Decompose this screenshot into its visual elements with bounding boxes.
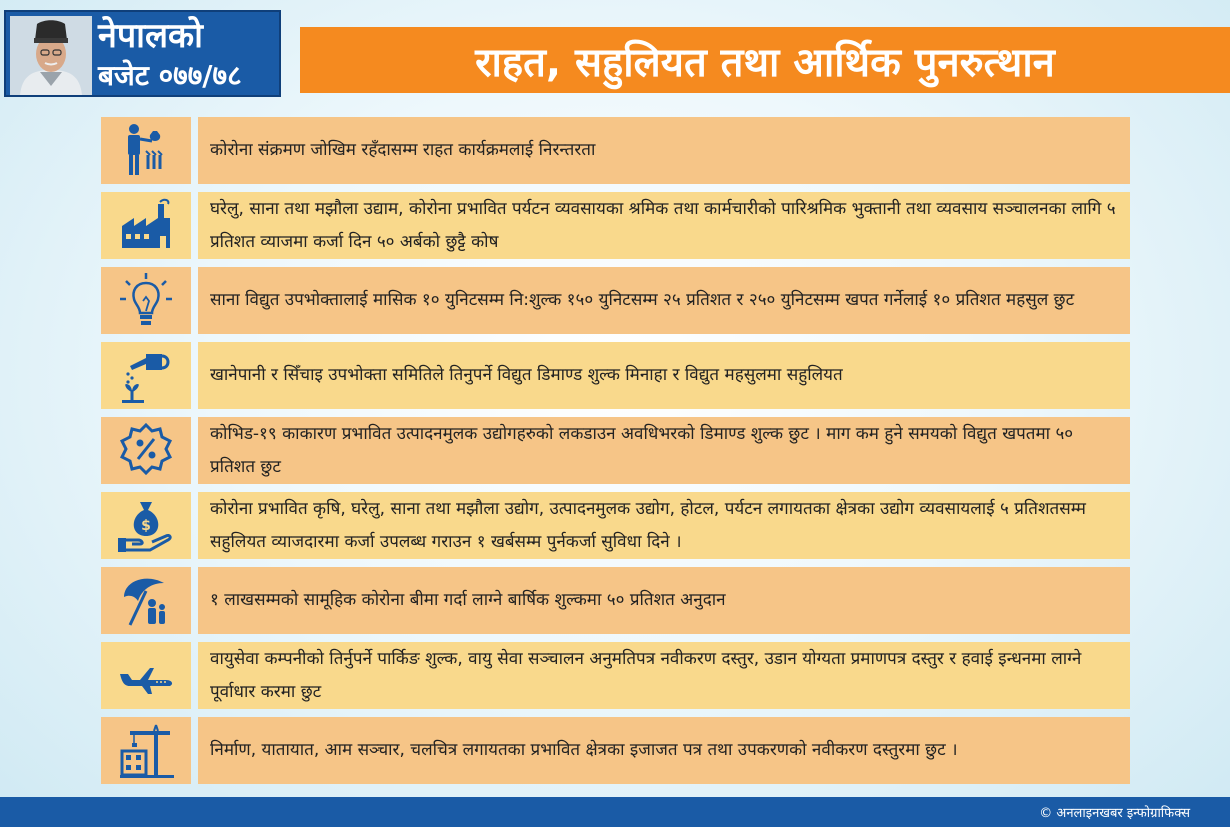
- list-item: [101, 417, 1130, 484]
- list-item-text: वायुसेवा कम्पनीको तिर्नुपर्ने पार्किङ शुल्क, वायु सेवा सञ्चालन अनुमतिपत्र नवीकरण दस्तुर, उडान योग्यता प्रमाणपत्र दस्तुर र हवाई इन्धनमा लाग्ने पूर्वाधार करमा छुट: [210, 648, 1082, 702]
- construction-crane-icon: [101, 717, 191, 784]
- list-item: [101, 567, 1130, 634]
- footer-bar: [0, 797, 1230, 827]
- header-banner: [300, 27, 1230, 93]
- list-item-text: घरेलु, साना तथा मझौला उद्याम, कोरोना प्रभावित पर्यटन व्यवसायका श्रमिक तथा कार्मचारीको पारिश्रमिक भुक्तानी तथा व्यवसाय सञ्चालनका लागि ५ प्रतिशत व्याजमा कर्जा दिन ५० अर्बको छुट्टै कोष: [210, 198, 1116, 252]
- list-item: [101, 342, 1130, 409]
- list-item-text: कोभिड-१९ काकारण प्रभावित उत्पादनमुलक उद्योगहरुको लकडाउन अवधिभरको डिमाण्ड शुल्क छुट । माग कम हुने समयको विद्युत खपतमा ५० प्रतिशत छुट: [210, 423, 1074, 477]
- list-item: [101, 642, 1130, 709]
- relief-giver-icon: [101, 117, 191, 184]
- svg-text:$: $: [141, 517, 151, 534]
- watering-can-icon: [101, 342, 191, 409]
- footer-credit: © अनलाइनखबर इन्फोग्राफिक्स: [1039, 806, 1190, 821]
- percent-badge-icon: [101, 417, 191, 484]
- list-item-text-box: [198, 717, 1130, 784]
- list-item-text-box: [198, 492, 1130, 559]
- airplane-icon: [101, 642, 191, 709]
- list-item-text: कोरोना संक्रमण जोखिम रहँदासम्म राहत कार्यक्रमलाई निरन्तरता: [210, 140, 596, 160]
- list-item-text-box: [198, 567, 1130, 634]
- list-item-text-box: [198, 117, 1130, 184]
- list-item: [101, 717, 1130, 784]
- list-item-text: साना विद्युत उपभोक्तालाई मासिक १० युनिटसम्म नि:शुल्क १५० युनिटसम्म २५ प्रतिशत र २५० युनिटसम्म खपत गर्नेलाई १० प्रतिशत महसुल छुट: [210, 290, 1075, 310]
- list-item: [101, 192, 1130, 259]
- list-item-text-box: [198, 342, 1130, 409]
- list-item: [101, 492, 1130, 559]
- page-title: राहत, सहुलियत तथा आर्थिक पुनरुत्थान: [475, 39, 1055, 86]
- list-item-text-box: [198, 417, 1130, 484]
- brand-box: [4, 10, 281, 97]
- umbrella-family-icon: [101, 567, 191, 634]
- list-item-text-box: [198, 642, 1130, 709]
- list-item-text: कोरोना प्रभावित कृषि, घरेलु, साना तथा मझौला उद्योग, उत्पादनमुलक उद्योग, होटल, पर्यटन लगायतका क्षेत्रका उद्योग व्यवसायलाई ५ प्रतिशतसम्म सहुलियत व्याजदारमा कर्जा उपलब्ध गराउन १ खर्बसम्म पुर्नकर्जा सुविधा दिने ।: [210, 498, 1086, 552]
- list-item-text-box: [198, 267, 1130, 334]
- brand-title: नेपालको: [98, 16, 203, 56]
- money-bag-hand-icon: [101, 492, 191, 559]
- factory-icon: [101, 192, 191, 259]
- portrait-image: [10, 16, 92, 95]
- list-item-text: १ लाखसम्मको सामूहिक कोरोना बीमा गर्दा लाग्ने बार्षिक शुल्कमा ५० प्रतिशत अनुदान: [210, 590, 726, 610]
- list-item-text: खानेपानी र सिँचाइ उपभोक्ता समितिले तिनुपर्ने विद्युत डिमाण्ड शुल्क मिनाहा र विद्युत महसुलमा सहुलियत: [210, 365, 843, 385]
- list-item: [101, 117, 1130, 184]
- list-item-text: निर्माण, यातायात, आम सञ्चार, चलचित्र लगायतका प्रभावित क्षेत्रका इजाजत पत्र तथा उपकरणको नवीकरण दस्तुरमा छुट ।: [210, 740, 958, 760]
- lightbulb-icon: [101, 267, 191, 334]
- list-item: [101, 267, 1130, 334]
- brand-subtitle: बजेट ०७७/७८: [98, 59, 242, 92]
- list-item-text-box: [198, 192, 1130, 259]
